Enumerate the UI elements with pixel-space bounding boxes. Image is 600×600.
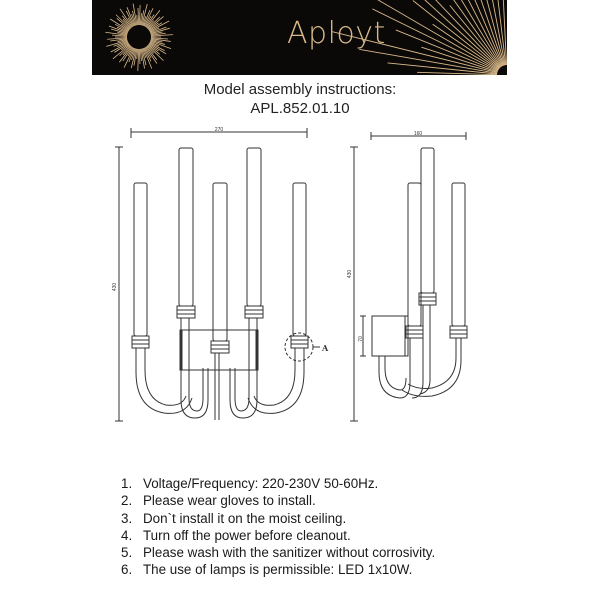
- tube-collar: [291, 336, 308, 348]
- lamp-tube: [179, 148, 193, 306]
- side-height-dim: 430: [347, 269, 353, 279]
- front-width-dim: 270: [214, 127, 224, 133]
- instruction-item: [121, 561, 435, 578]
- sun-ray: [139, 5, 140, 25]
- instruction-item: [121, 510, 435, 527]
- tube-collar: [406, 326, 423, 338]
- lamp-tube: [293, 183, 306, 336]
- sun-ray: [138, 49, 139, 71]
- side-width-dim: 160: [413, 131, 423, 137]
- sun-core: [128, 26, 150, 48]
- side-curved-arms: [379, 305, 461, 398]
- curved-arms: [136, 318, 304, 420]
- detail-label: A: [322, 343, 329, 353]
- instruction-item: [121, 475, 435, 492]
- wall-plate: [372, 316, 408, 356]
- tube-collar: [177, 306, 195, 318]
- brand-banner: [92, 0, 507, 75]
- item-text: The use of lamps is permissible: LED 1x10W.: [143, 562, 413, 578]
- corner-ray: [359, 49, 497, 73]
- item-text: Please wash with the sanitizer without corrosivity.: [143, 545, 436, 561]
- item-text: Voltage/Frequency: 220-230V 50-60Hz.: [143, 476, 379, 491]
- corner-ray: [429, 0, 502, 66]
- corner-ray: [472, 0, 503, 66]
- lamp-tube: [452, 183, 465, 326]
- item-number: 6.: [121, 562, 133, 578]
- lamp-tube: [134, 183, 147, 336]
- front-view: [112, 127, 329, 421]
- item-text: Please wear gloves to install.: [143, 493, 316, 509]
- instructions-list: [121, 475, 435, 579]
- tube-collar: [419, 293, 436, 305]
- tube-collar: [211, 341, 229, 353]
- instruction-item: [121, 492, 435, 509]
- item-number: 1.: [121, 476, 133, 491]
- front-height-dim: 430: [112, 282, 118, 292]
- corner-ray: [421, 47, 497, 72]
- sun-ray: [138, 8, 139, 25]
- item-number: 5.: [121, 545, 133, 561]
- detail-circle: [285, 333, 313, 361]
- technical-drawing: [0, 120, 600, 465]
- instruction-item: [121, 527, 435, 544]
- side-view: [347, 131, 467, 421]
- corner-ray: [383, 0, 500, 68]
- item-number: 3.: [121, 510, 133, 526]
- tube-collar: [450, 326, 467, 338]
- tube-collar: [245, 306, 263, 318]
- tube-collar: [132, 336, 149, 348]
- item-number: 4.: [121, 527, 133, 543]
- lamp-tube: [247, 148, 261, 306]
- lamp-tube: [213, 183, 227, 341]
- corner-ray: [450, 5, 501, 67]
- mount-height-dim: 70: [358, 336, 364, 342]
- heading-title: Model assembly instructions:: [203, 81, 397, 98]
- corner-ray: [496, 0, 506, 65]
- item-number: 2.: [121, 493, 133, 509]
- item-text: Turn off the power before cleanout.: [143, 527, 351, 543]
- item-text: Don`t install it on the moist ceiling.: [143, 510, 347, 526]
- brand-name: Aployt: [287, 16, 386, 51]
- sun-ray: [139, 49, 140, 64]
- model-number: APL.852.01.10: [250, 100, 350, 117]
- document-heading: [0, 80, 600, 118]
- lamp-tube: [421, 148, 434, 293]
- instruction-item: [121, 544, 435, 561]
